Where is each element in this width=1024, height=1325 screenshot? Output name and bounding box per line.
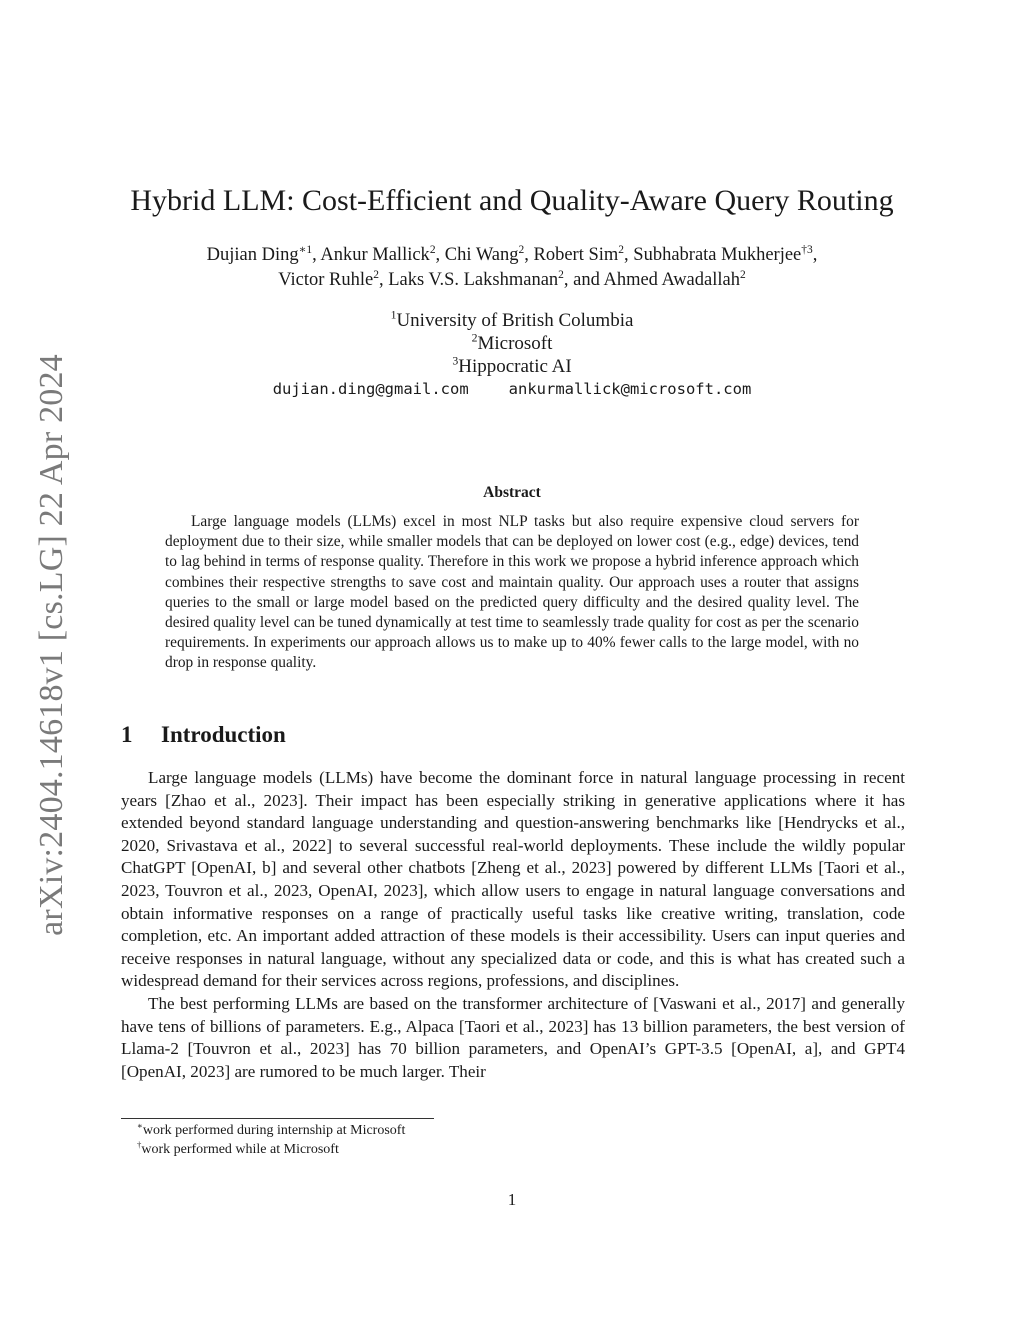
author-list xyxy=(100,243,924,293)
paragraph: The best performing LLMs are based on the transformer architecture of [Vaswani et al., 2017] and generally have tens of billions of parameters. E.g., Alpaca [Taori et al., 2023] has 13 billion parameters, the best version of Llama-2 [Touvron et al., 2023] has 70 billion parameters, and OpenAI’s GPT-3.5 [OpenAI, a], and GPT4 [OpenAI, 2023] are rumored to be much larger. Their xyxy=(121,993,905,1081)
affiliation: $^1$University of British Columbia xyxy=(390,308,634,331)
email-link[interactable]: ankurmallick@microsoft.com xyxy=(508,380,752,398)
page-number: 1 xyxy=(507,1190,517,1209)
section-title: Introduction xyxy=(161,722,286,747)
footnotes xyxy=(137,1122,405,1159)
footnote: †work performed while at Microsoft xyxy=(137,1138,339,1157)
body-text xyxy=(121,767,905,1083)
author: Dujian Ding$^{∗1}$ xyxy=(206,243,313,265)
author: Victor Ruhle$^2$ xyxy=(278,268,379,290)
section-number: 1 xyxy=(121,722,133,747)
author: Laks V.S. Lakshmanan$^2$ xyxy=(388,268,564,290)
arxiv-identifier-stamp: arXiv:2404.14618v1 [cs.LG] 22 Apr 2024 xyxy=(33,354,70,936)
author: Ahmed Awadallah$^2$ xyxy=(603,268,746,290)
author: Robert Sim$^2$ xyxy=(533,243,625,265)
abstract-text: Large language models (LLMs) excel in most NLP tasks but also require expensive cloud servers for deployment due to their size, while smaller models that can be deployed on lower cost (e.g., edge) devices, tend to lag behind in terms of response quality. Therefore in this work we propose a hybrid inference approach which combines their respective strengths to save cost and maintain quality. Our approach uses a router that assigns queries to the small or large model based on the predicted query difficulty and the desired quality level. The desired quality level can be tuned dynamically at test time to seamlessly trade quality for cost as per the scenario requirements. In experiments our approach allows us to make up to 40% fewer calls to the large model, with no drop in response quality. xyxy=(165,513,859,672)
affiliation: $^3$Hippocratic AI xyxy=(452,354,572,377)
author-line-2: Victor Ruhle$^2$, Laks V.S. Lakshmanan$^2$, and Ahmed Awadallah$^2$ xyxy=(278,268,746,290)
affiliation: $^2$Microsoft xyxy=(471,331,553,354)
footnote-divider xyxy=(121,1118,434,1119)
email-link[interactable]: dujian.ding@gmail.com xyxy=(272,380,469,398)
author: Ankur Mallick$^2$ xyxy=(320,243,436,265)
author: Chi Wang$^2$ xyxy=(444,243,525,265)
author-emails xyxy=(0,380,1024,398)
section-heading xyxy=(121,722,286,748)
author-line-1: Dujian Ding$^{∗1}$, Ankur Mallick$^2$, Chi Wang$^2$, Robert Sim$^2$, Subhabrata Mukherjee$^{\dagger 3}$, xyxy=(206,243,818,265)
paragraph: Large language models (LLMs) have become the dominant force in natural language processing in recent years [Zhao et al., 2023]. Their impact has been especially striking in generative applications where it has extended beyond standard language understanding and question-answering benchmarks like [Hendrycks et al., 2020, Srivastava et al., 2022] to several successful real-world deployments. These include the wildly popular ChatGPT [OpenAI, b] and several other chatbots [Zheng et al., 2023] powered by different LLMs [Taori et al., 2023, Touvron et al., 2023, OpenAI, 2023], which allow users to engage in natural language conversations and obtain informative responses on a range of practically useful tasks like creative writing, translation, code completion, etc. An important added attraction of these models is their accessibility. Users can input queries and receive responses in natural language, without any specialized data or code, and this is what has created such a widespread demand for their services across regions, professions, and disciplines. xyxy=(121,768,905,991)
author: Subhabrata Mukherjee$^{\dagger 3}$ xyxy=(633,243,813,265)
abstract-heading: Abstract xyxy=(483,484,541,501)
paper-title: Hybrid LLM: Cost-Efficient and Quality-Aware Query Routing xyxy=(130,184,894,217)
footnote: ∗work performed during internship at Microsoft xyxy=(137,1120,406,1138)
affiliation-list xyxy=(0,309,1024,378)
